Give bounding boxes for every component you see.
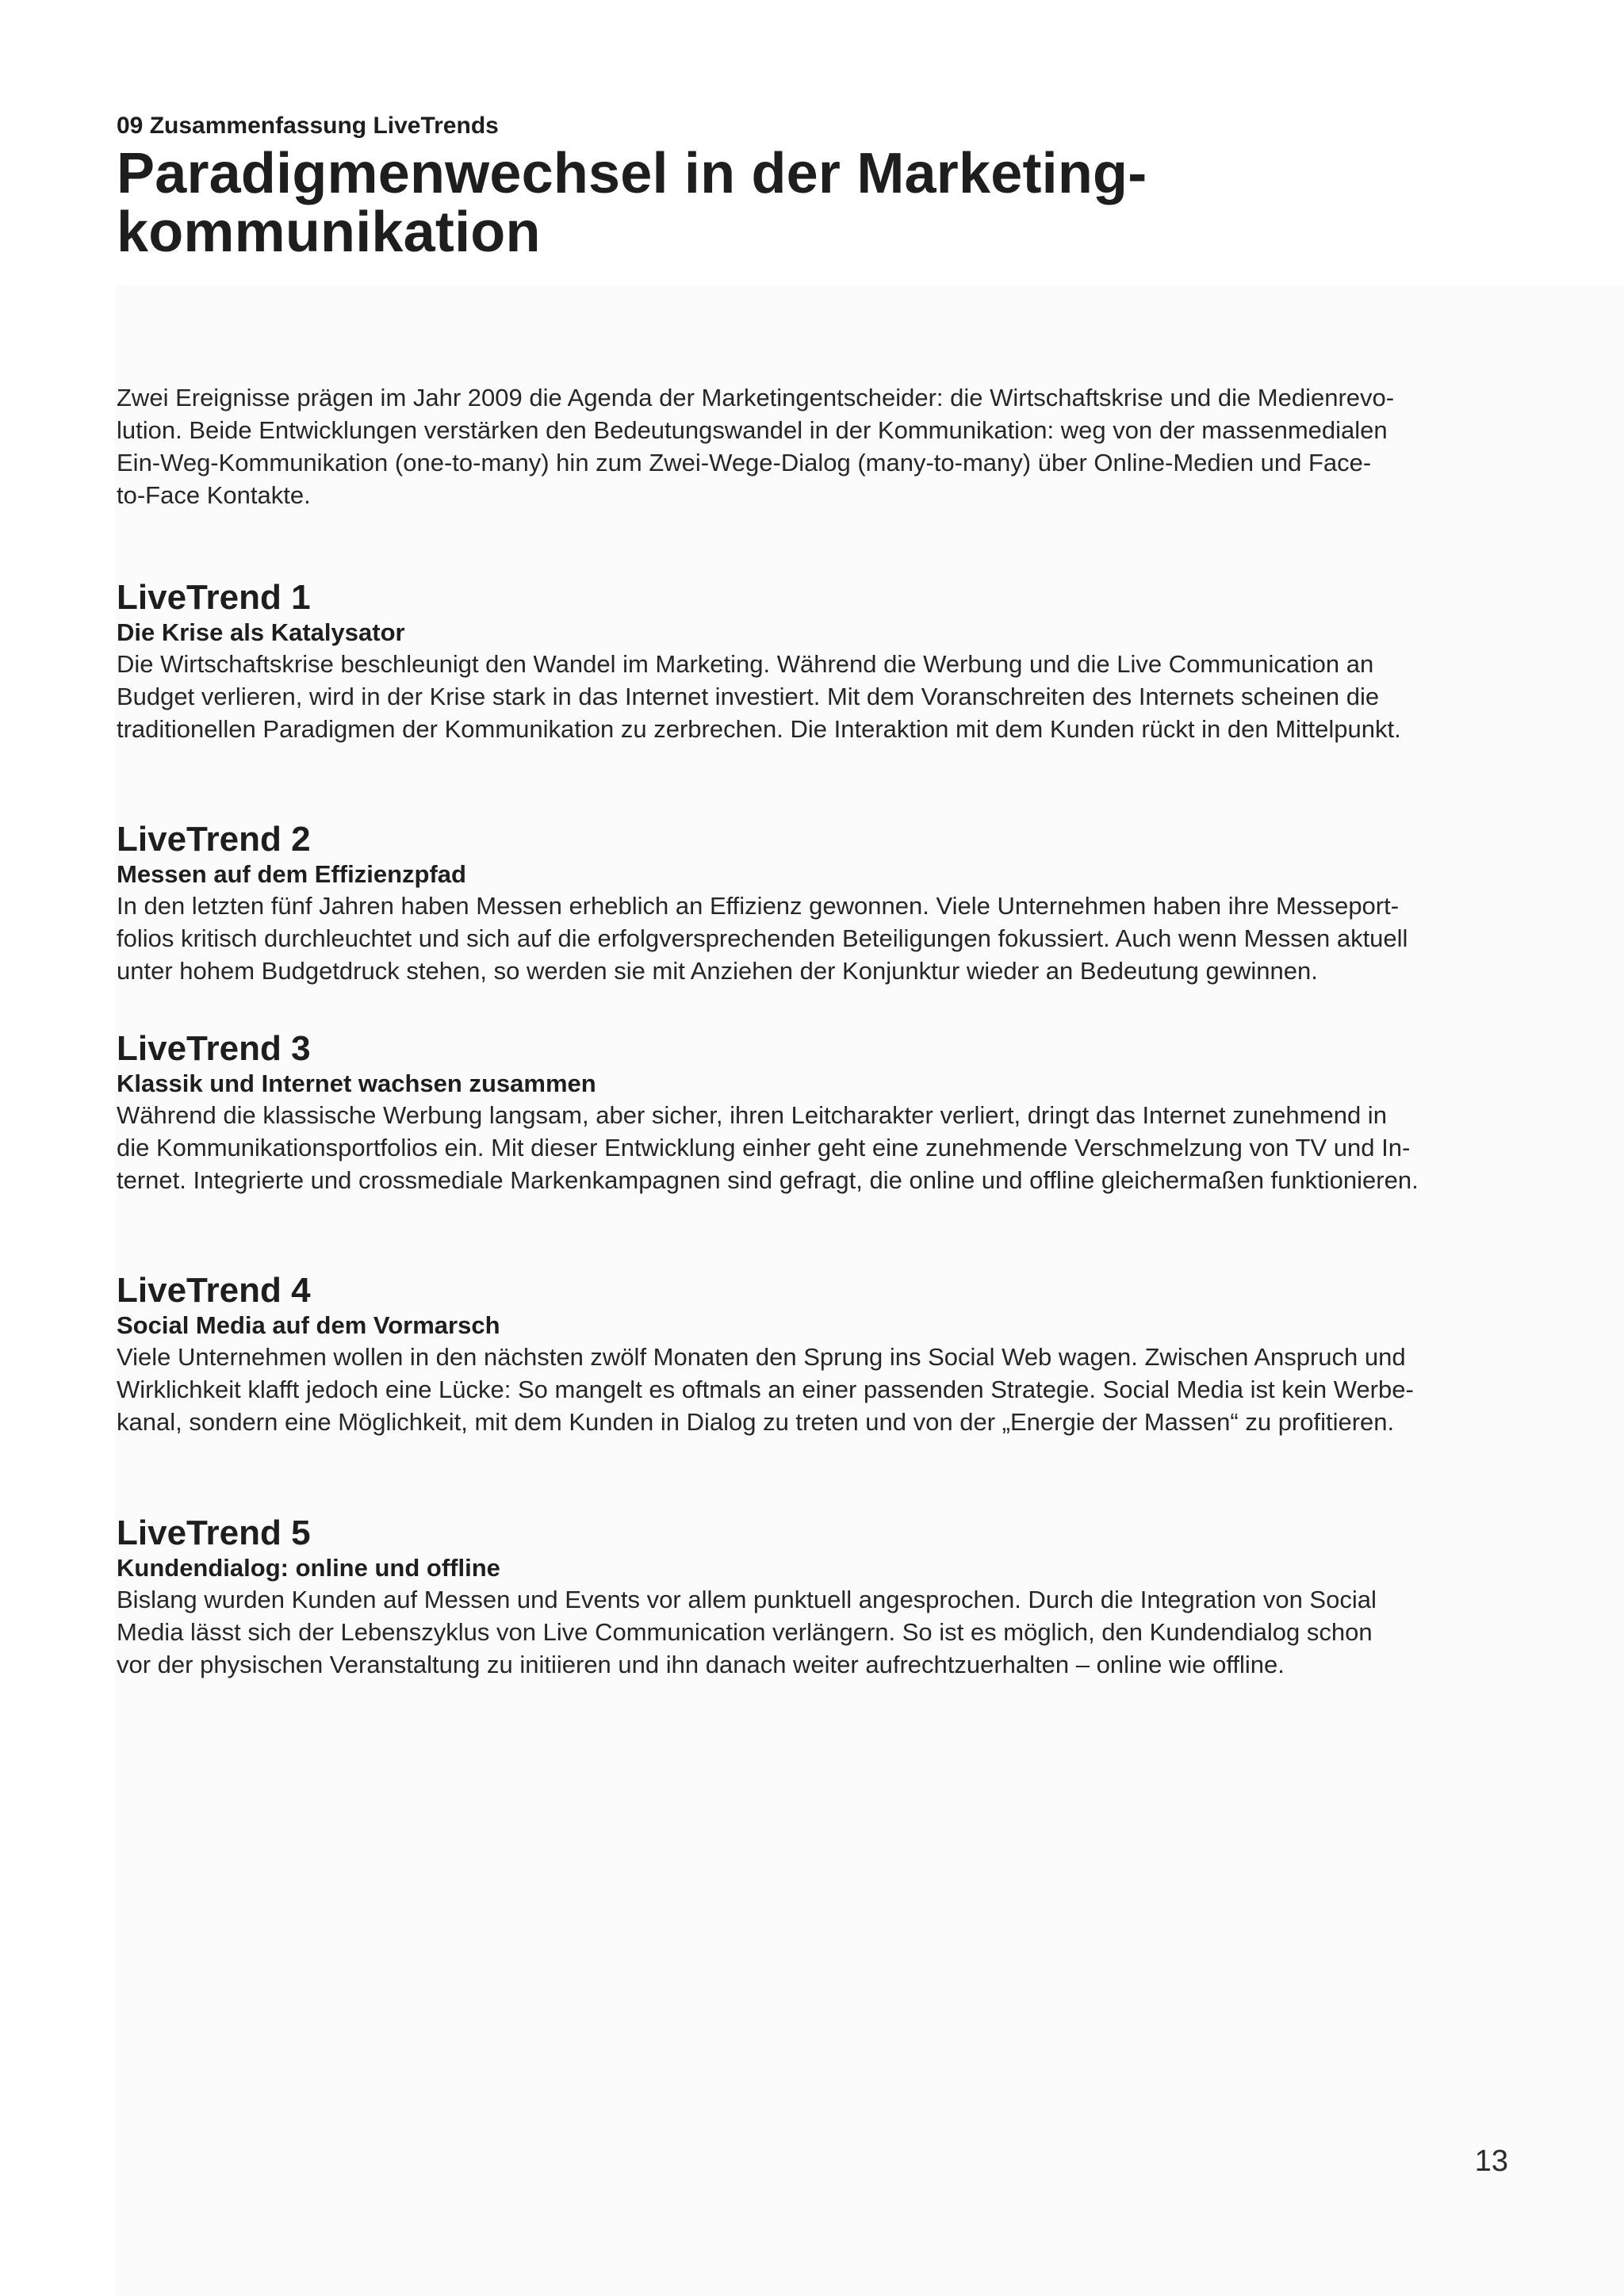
intro-text bbox=[117, 381, 1512, 511]
text-line: Budget verlieren, wird in der Krise stark in das Internet investiert. Mit dem Voranschreiten des Internets scheinen die bbox=[117, 683, 1380, 710]
livetrend-subheading: Social Media auf dem Vormarsch bbox=[117, 1311, 500, 1339]
livetrend-subheading: Die Krise als Katalysator bbox=[117, 618, 405, 646]
text-line: Zwei Ereignisse prägen im Jahr 2009 die Agenda der Marketingentscheider: die Wirtschaftskrise und die Medienrevo- bbox=[117, 384, 1395, 411]
text-line: Viele Unternehmen wollen in den nächsten zwölf Monaten den Sprung ins Social Web wagen. Zwischen Anspruch und bbox=[117, 1343, 1406, 1371]
livetrend-section-3 bbox=[117, 1029, 1512, 1196]
livetrend-heading: LiveTrend 2 bbox=[117, 820, 311, 859]
text-line: Während die klassische Werbung langsam, aber sicher, ihren Leitcharakter verliert, dringt das Internet zunehmend in bbox=[117, 1101, 1387, 1129]
page-title-line: Paradigmenwechsel in der Marketing- bbox=[117, 142, 1147, 205]
livetrend-section-1 bbox=[117, 578, 1512, 745]
text-line: to-Face Kontakte. bbox=[117, 481, 311, 509]
livetrend-body bbox=[117, 1099, 1512, 1196]
text-line: In den letzten fünf Jahren haben Messen erheblich an Effizienz gewonnen. Viele Unternehmen haben ihre Messeport- bbox=[117, 892, 1400, 920]
text-line: lution. Beide Entwicklungen verstärken den Bedeutungswandel in der Kommunikation: weg von der massenmedialen bbox=[117, 416, 1388, 444]
livetrend-section-4 bbox=[117, 1271, 1512, 1438]
livetrend-section-2 bbox=[117, 820, 1512, 987]
text-line: Ein-Weg-Kommunikation (one-to-many) hin zum Zwei-Wege-Dialog (many-to-many) über Online-Medien und Face- bbox=[117, 449, 1372, 476]
livetrend-body bbox=[117, 1583, 1512, 1681]
livetrend-heading: LiveTrend 1 bbox=[117, 578, 311, 617]
text-line: Media lässt sich der Lebenszyklus von Live Communication verlängern. So ist es möglich, den Kundendialog schon bbox=[117, 1618, 1373, 1646]
livetrend-subheading: Klassik und Internet wachsen zusammen bbox=[117, 1070, 596, 1097]
page-number: 13 bbox=[1474, 2145, 1508, 2178]
livetrend-body bbox=[117, 890, 1512, 987]
text-line: Bislang wurden Kunden auf Messen und Events vor allem punktuell angesprochen. Durch die Integration von Social bbox=[117, 1586, 1377, 1613]
page-header bbox=[117, 111, 1512, 262]
livetrend-heading: LiveTrend 3 bbox=[117, 1029, 311, 1068]
text-line: die Kommunikationsportfolios ein. Mit dieser Entwicklung einher geht eine zunehmende Verschmelzung von TV und In- bbox=[117, 1134, 1411, 1161]
livetrend-heading: LiveTrend 5 bbox=[117, 1513, 311, 1552]
livetrend-subheading: Kundendialog: online und offline bbox=[117, 1554, 500, 1582]
livetrend-body bbox=[117, 648, 1512, 745]
text-line: unter hohem Budgetdruck stehen, so werden sie mit Anziehen der Konjunktur wieder an Bedeutung gewinnen. bbox=[117, 957, 1318, 985]
text-line: vor der physischen Veranstaltung zu initiieren und ihn danach weiter aufrechtzuerhalten – online wie offline. bbox=[117, 1651, 1285, 1678]
text-line: ternet. Integrierte und crossmediale Markenkampagnen sind gefragt, die online und offline gleichermaßen funktionieren. bbox=[117, 1166, 1419, 1194]
text-line: traditionellen Paradigmen der Kommunikation zu zerbrechen. Die Interaktion mit dem Kunden rückt in den Mittelpunkt. bbox=[117, 715, 1401, 743]
text-line: Wirklichkeit klafft jedoch eine Lücke: So mangelt es oftmals an einer passenden Strategie. Social Media ist kein Werbe- bbox=[117, 1376, 1414, 1403]
page-title-line: kommunikation bbox=[117, 201, 541, 264]
livetrend-heading: LiveTrend 4 bbox=[117, 1271, 311, 1310]
section-kicker: 09 Zusammenfassung LiveTrends bbox=[117, 113, 499, 139]
text-line: kanal, sondern eine Möglichkeit, mit dem Kunden in Dialog zu treten und von der „Energie der Massen“ zu profitieren. bbox=[117, 1408, 1395, 1436]
text-line: Die Wirtschaftskrise beschleunigt den Wandel im Marketing. Während die Werbung und die Live Communication an bbox=[117, 650, 1374, 678]
livetrend-body bbox=[117, 1341, 1512, 1438]
text-line: folios kritisch durchleuchtet und sich auf die erfolgversprechenden Beteiligungen fokussiert. Auch wenn Messen aktuell bbox=[117, 924, 1408, 952]
intro-paragraph bbox=[117, 381, 1512, 511]
livetrend-section-5 bbox=[117, 1513, 1512, 1681]
livetrend-subheading: Messen auf dem Effizienzpfad bbox=[117, 860, 466, 888]
page-title bbox=[117, 144, 1512, 262]
